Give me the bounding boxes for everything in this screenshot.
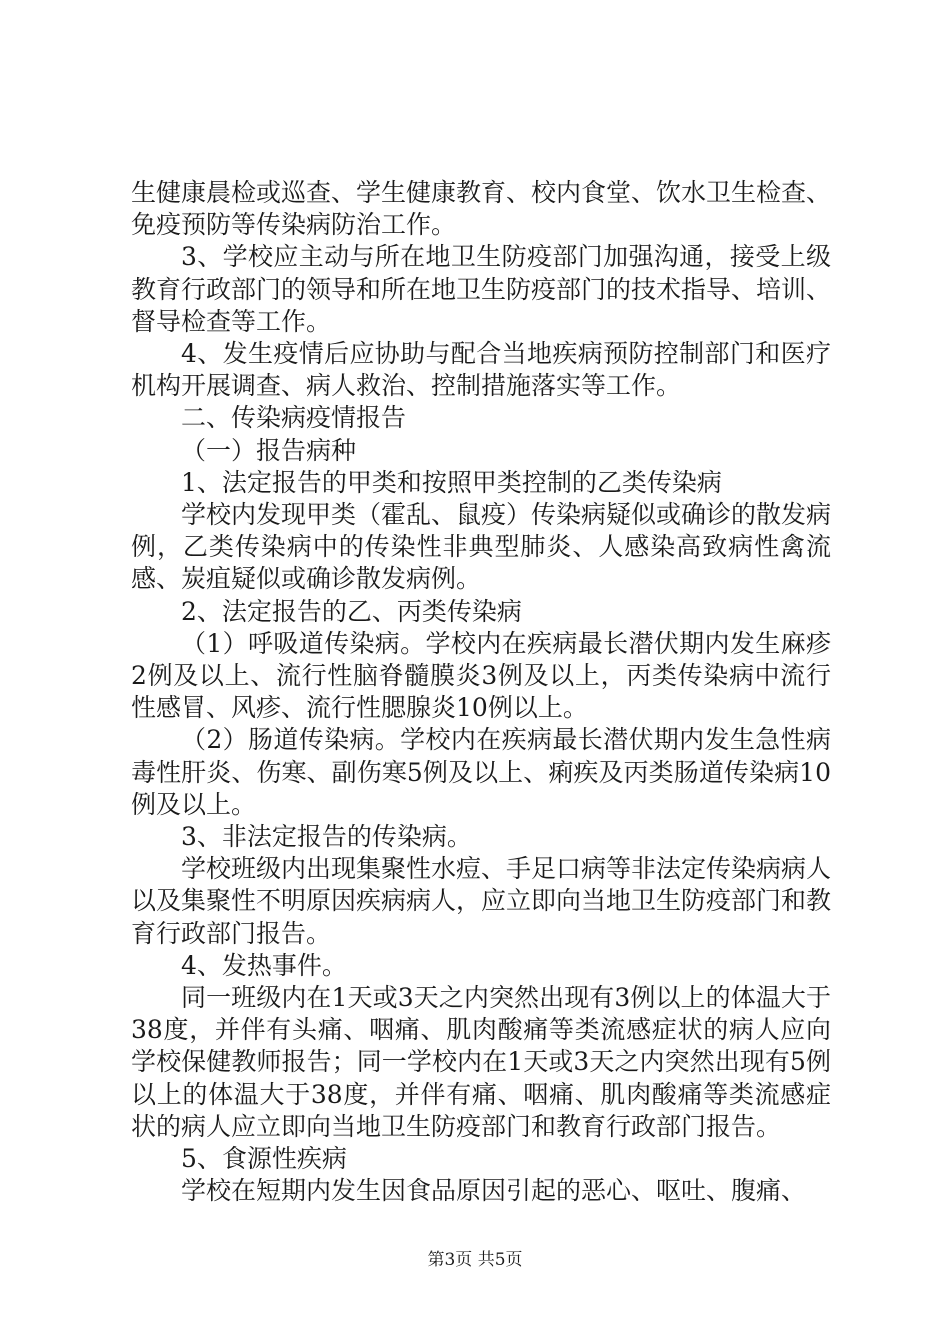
item-heading-2: 2、法定报告的乙、丙类传染病 (181, 596, 522, 626)
paragraph-9: （1）呼吸道传染病。学校内在疾病最长潜伏期内发生麻疹2例及以上、流行性脑脊髓膜炎3例及以上，丙类传染病中流行性感冒、风疹、流行性腮腺炎10例以上。 (131, 628, 831, 723)
item-heading-1: 1、法定报告的甲类和按照甲类控制的乙类传染病 (181, 467, 722, 497)
paragraph-16: 学校在短期内发生因食品原因引起的恶心、呕吐、腹痛、 (181, 1176, 807, 1206)
paragraph-7: 学校内发现甲类（霍乱、鼠疫）传染病疑似或确诊的散发病例，乙类传染病中的传染性非典型肺炎、人感染高致病性禽流感、炭疽疑似或确诊散发病例。 (131, 500, 832, 594)
section-heading-2: 二、传染病疫情报告 (181, 403, 407, 433)
paragraph-3: 4、发生疫情后应协助与配合当地疾病预防控制部门和医疗机构开展调查、病人救治、控制措施落实等工作。 (131, 339, 831, 401)
item-heading-5: 5、食源性疾病 (181, 1144, 347, 1174)
item-heading-4: 4、发热事件。 (181, 950, 347, 980)
paragraph-14: 同一班级内在1天或3天之内突然出现有3例以上的体温大于38度，并伴有头痛、咽痛、肌肉酸痛等类流感症状的病人应向学校保健教师报告；同一学校内在1天或3天之内突然出现有5例以上的体温大于38度，并伴有痛、咽痛、肌肉酸痛等类流感症状的病人应立即向当地卫生防疫部门和教育行政部门报告。 (131, 983, 831, 1141)
page-number-footer: 第3页 共5页 (427, 1250, 523, 1270)
paragraph-2: 3、学校应主动与所在地卫生防疫部门加强沟通，接受上级教育行政部门的领导和所在地卫生防疫部门的技术指导、培训、督导检查等工作。 (131, 242, 832, 336)
paragraph-10: （2）肠道传染病。学校内在疾病最长潜伏期内发生急性病毒性肝炎、伤寒、副伤寒5例及以上、痢疾及丙类肠道传染病10例及以上。 (131, 725, 831, 819)
paragraph-1: 生健康晨检或巡查、学生健康教育、校内食堂、饮水卫生检查、免疫预防等传染病防治工作。 (131, 178, 832, 240)
item-heading-3: 3、非法定报告的传染病。 (181, 822, 472, 852)
paragraph-12: 学校班级内出现集聚性水痘、手足口病等非法定传染病病人以及集聚性不明原因疾病病人，应立即向当地卫生防疫部门和教育行政部门报告。 (131, 854, 832, 948)
subsection-heading-1: （一）报告病种 (181, 435, 357, 465)
document-body (131, 177, 831, 1208)
